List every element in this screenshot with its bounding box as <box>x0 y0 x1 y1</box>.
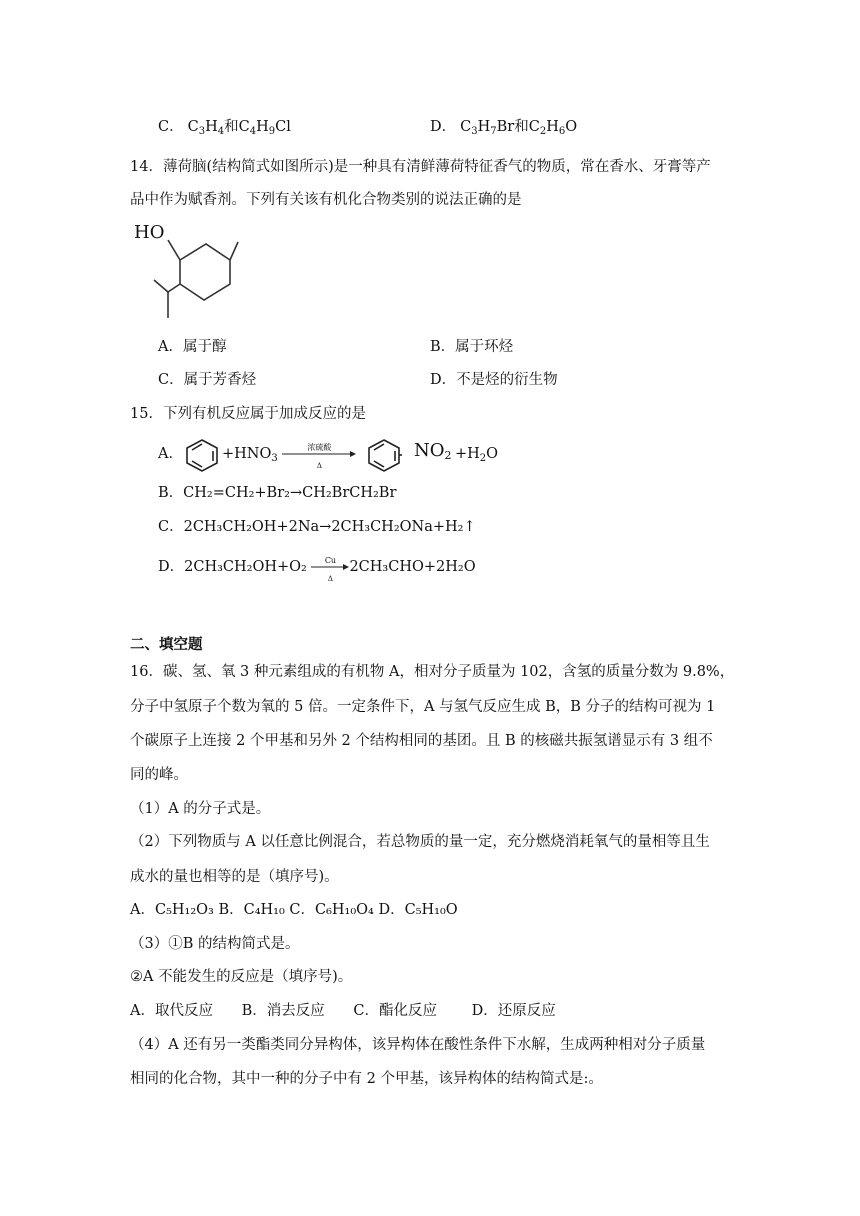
q16-part3-options <box>130 1001 556 1021</box>
q16-stem-line2: 分子中氢原子个数为氧的 5 倍。一定条件下，A 与氢气反应生成 B，B 分子的结构可视为 1 <box>130 699 716 715</box>
q15-option-a-letter: A． <box>158 446 183 462</box>
q16-part2-line2: 成水的量也相等的是（填序号)。 <box>130 869 339 885</box>
option-c: C．酯化反应 <box>353 1003 437 1019</box>
section-title: 二、填空题 <box>130 636 203 653</box>
q16-part1: （1）A 的分子式是。 <box>130 801 271 817</box>
q16-part3-line2: ②A 不能发生的反应是（填序号)。 <box>130 969 353 985</box>
nitro-group: $NO_2$ <box>414 440 452 462</box>
option-d: D．还原反应 <box>471 1003 556 1019</box>
arrow-condition-above: 浓硫酸 <box>307 443 332 452</box>
arrow-condition-above: Cu <box>324 556 337 565</box>
option-letter: C． <box>158 119 184 135</box>
menthol-skeleton-drawing <box>134 222 244 324</box>
q14-option-c: C．属于芳香烃 <box>158 372 257 388</box>
arrow-condition-below: Δ <box>316 462 322 470</box>
option-b: B．消去反应 <box>241 1003 325 1019</box>
q14-option-d: D．不是烃的衍生物 <box>430 372 558 388</box>
q16-stem-line3: 个碳原子上连接 2 个甲基和另外 2 个结构相同的基团。且 B 的核磁共振氢谱显示有 3 组不 <box>130 733 713 749</box>
q16-stem-line1: 16．碳、氢、氧 3 种元素组成的有机物 A，相对分子质量为 102，含氢的质量分数为 9.8%， <box>130 664 735 680</box>
arrow-condition-below: Δ <box>327 575 333 583</box>
reaction-arrow <box>282 443 356 470</box>
q16-stem-line4: 同的峰。 <box>130 767 188 783</box>
hydroxyl-label: HO <box>134 222 165 243</box>
q13-option-d: D． $C_3H_7Br$和$C_2H_6O$ <box>430 119 578 137</box>
q16-part2-options: A．C₅H₁₂O₃ B．C₄H₁₀ C．C₆H₁₀O₄ D．C₅H₁₀O <box>130 902 458 918</box>
benzene-ring-icon <box>366 438 402 472</box>
q16-part4-line1: （4）A 还有另一类酯类同分异构体，该异构体在酸性条件下水解，生成两种相对分子质量 <box>130 1037 706 1053</box>
q13-option-c: C． $C_3H_4$和$C_4H_9Cl$ <box>158 119 291 137</box>
q16-part4-line2: 相同的化合物，其中一种的分子中有 2 个甲基，该异构体的结构简式是:。 <box>130 1071 603 1087</box>
q15-option-d: D．2CH₃CH₂OH+O₂ Cu Δ 2CH₃CHO+2H₂O <box>158 557 476 577</box>
q15-stem: 15．下列有机反应属于加成反应的是 <box>130 406 366 422</box>
q15-option-a-water: $+H_2O$ <box>455 446 499 464</box>
q14-stem-line2: 品中作为赋香剂。下列有关该有机化合物类别的说法正确的是 <box>130 192 522 208</box>
benzene-ring-icon <box>184 438 220 472</box>
q14-stem-line1: 14．薄荷脑(结构简式如图所示)是一种具有清鲜薄荷特征香气的物质，常在香水、牙膏等产 <box>130 159 711 175</box>
q16-part3-line1: （3）①B 的结构简式是。 <box>130 936 300 952</box>
q15-option-b: B．CH₂=CH₂+Br₂→CH₂BrCH₂Br <box>158 485 397 501</box>
q15-option-c: C．2CH₃CH₂OH+2Na→2CH₃CH₂ONa+H₂↑ <box>158 519 476 535</box>
q14-option-b: B．属于环烃 <box>430 339 514 355</box>
q15-option-a-reagent: $+HNO_3$ 浓硫酸 Δ <box>222 444 356 464</box>
q16-part2-line1: （2）下列物质与 A 以任意比例混合，若总物质的量一定，充分燃烧消耗氧气的量相等且生 <box>130 834 710 850</box>
option-a: A．取代反应 <box>130 1003 213 1019</box>
reaction-arrow <box>311 556 349 583</box>
option-letter: D． <box>430 119 457 135</box>
menthol-structure <box>134 222 244 324</box>
q14-option-a: A．属于醇 <box>158 339 227 355</box>
